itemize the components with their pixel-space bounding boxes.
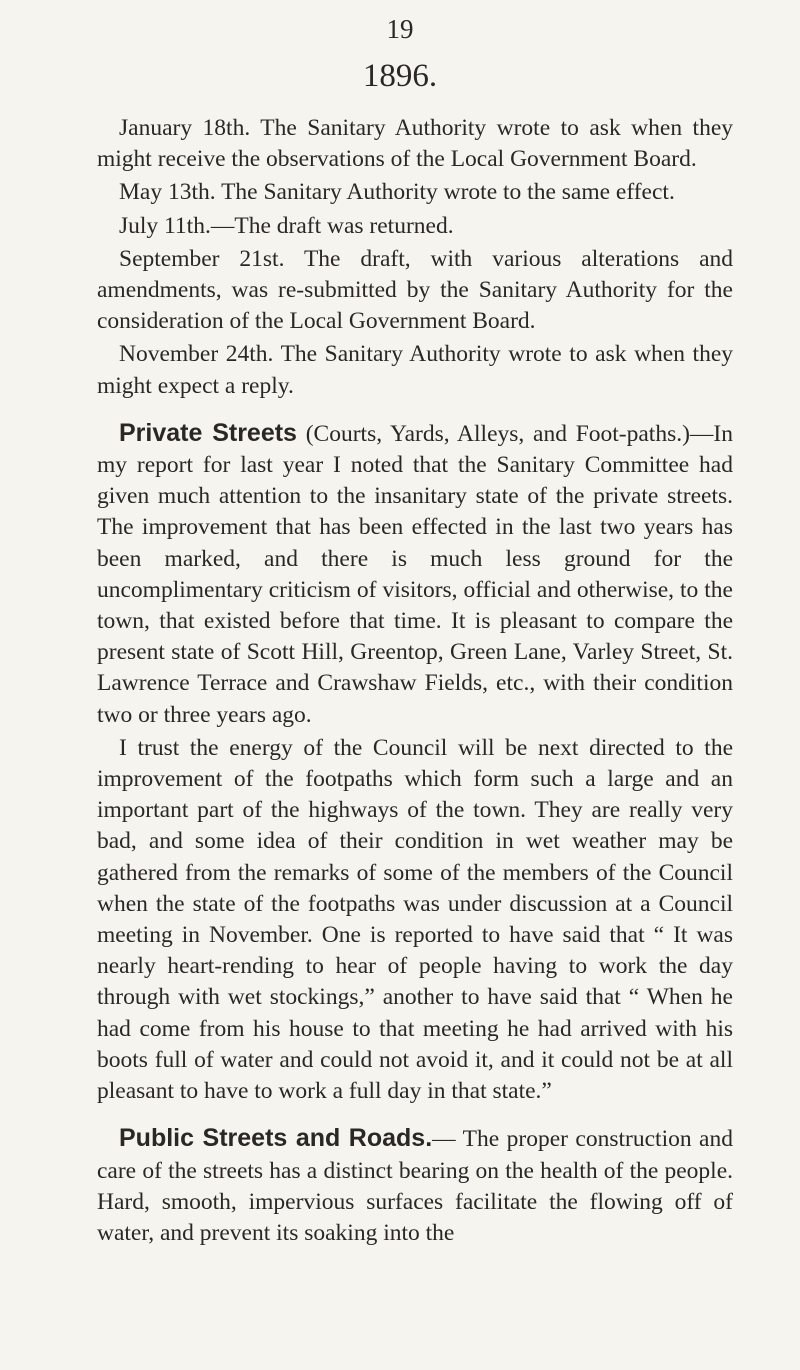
entry-text: The Sanitary Authority wrote to ask when they might expect a reply. [97, 341, 733, 399]
entry-date: May 13th. [119, 179, 216, 206]
section-text: (Courts, Yards, Alleys, and Foot-paths.)—In my report for last year I noted that the Sanitary Committee had given much attention to the insanitary state of the private streets. The improvement that has been effected in the last two years has been marked, and there is much less ground for the uncomplimentary criticism of visitors, official and otherwise, to the town, that existed before that time. It is pleasant to compare the present state of Scott Hill, Greentop, Green Lane, Varley Street, St. Lawrence Terrace and Crawshaw Fields, etc., with their condition two or three years ago. [97, 420, 733, 728]
footpaths-paragraph [97, 733, 733, 1107]
section-text: — The proper construction and care of the streets has a distinct bearing on the health of the people. Hard, smooth, impervious surfaces facilitate the flowing off of water, and prevent its soaking into the [97, 1126, 733, 1246]
page-number: 19 [386, 14, 414, 44]
year-heading: 1896. [362, 58, 438, 94]
entry-text: The Sanitary Authority wrote to ask when they might receive the observations of the Local Government Board. [97, 115, 733, 173]
entry-paragraph [97, 211, 733, 242]
entry-paragraph [97, 244, 733, 338]
body-text [97, 113, 733, 1249]
section-text: I trust the energy of the Council will be next directed to the improvement of the footpaths which form such a large and an important part of the highways of the town. They are really very bad, and some idea of their condition in wet weather may be gathered from the remarks of some of the members of the Council when the state of the footpaths was under discussion at a Council meeting in November. One is reported to have said that “ It was nearly heart-rending to hear of people having to work the day through with wet stockings,” another to have said that “ When he had come from his house to that meeting he had arrived with his boots full of water and could not avoid it, and it could not be at all pleasant to have to work a full day in that state.” [97, 734, 733, 1105]
entry-paragraph [97, 339, 733, 401]
entry-date: November 24th. [119, 341, 274, 368]
entry-paragraph [97, 177, 733, 208]
entry-date: September 21st. [119, 245, 285, 272]
entry-date: January 18th. [119, 115, 251, 141]
entry-paragraph [97, 113, 733, 175]
entry-text: The Sanitary Authority wrote to the same effect. [221, 179, 675, 206]
section-heading: Public Streets and Roads. [119, 1124, 433, 1153]
entry-text: The draft, with various alterations and amendments, was re-submitted by the Sanitary Authority for the consideration of the Local Government Board. [97, 245, 733, 335]
public-streets-paragraph [97, 1123, 733, 1249]
section-heading: Private Streets [119, 418, 297, 447]
private-streets-paragraph [97, 418, 733, 731]
entry-text: —The draft was returned. [210, 212, 454, 239]
entry-date: July 11th. [119, 212, 211, 239]
